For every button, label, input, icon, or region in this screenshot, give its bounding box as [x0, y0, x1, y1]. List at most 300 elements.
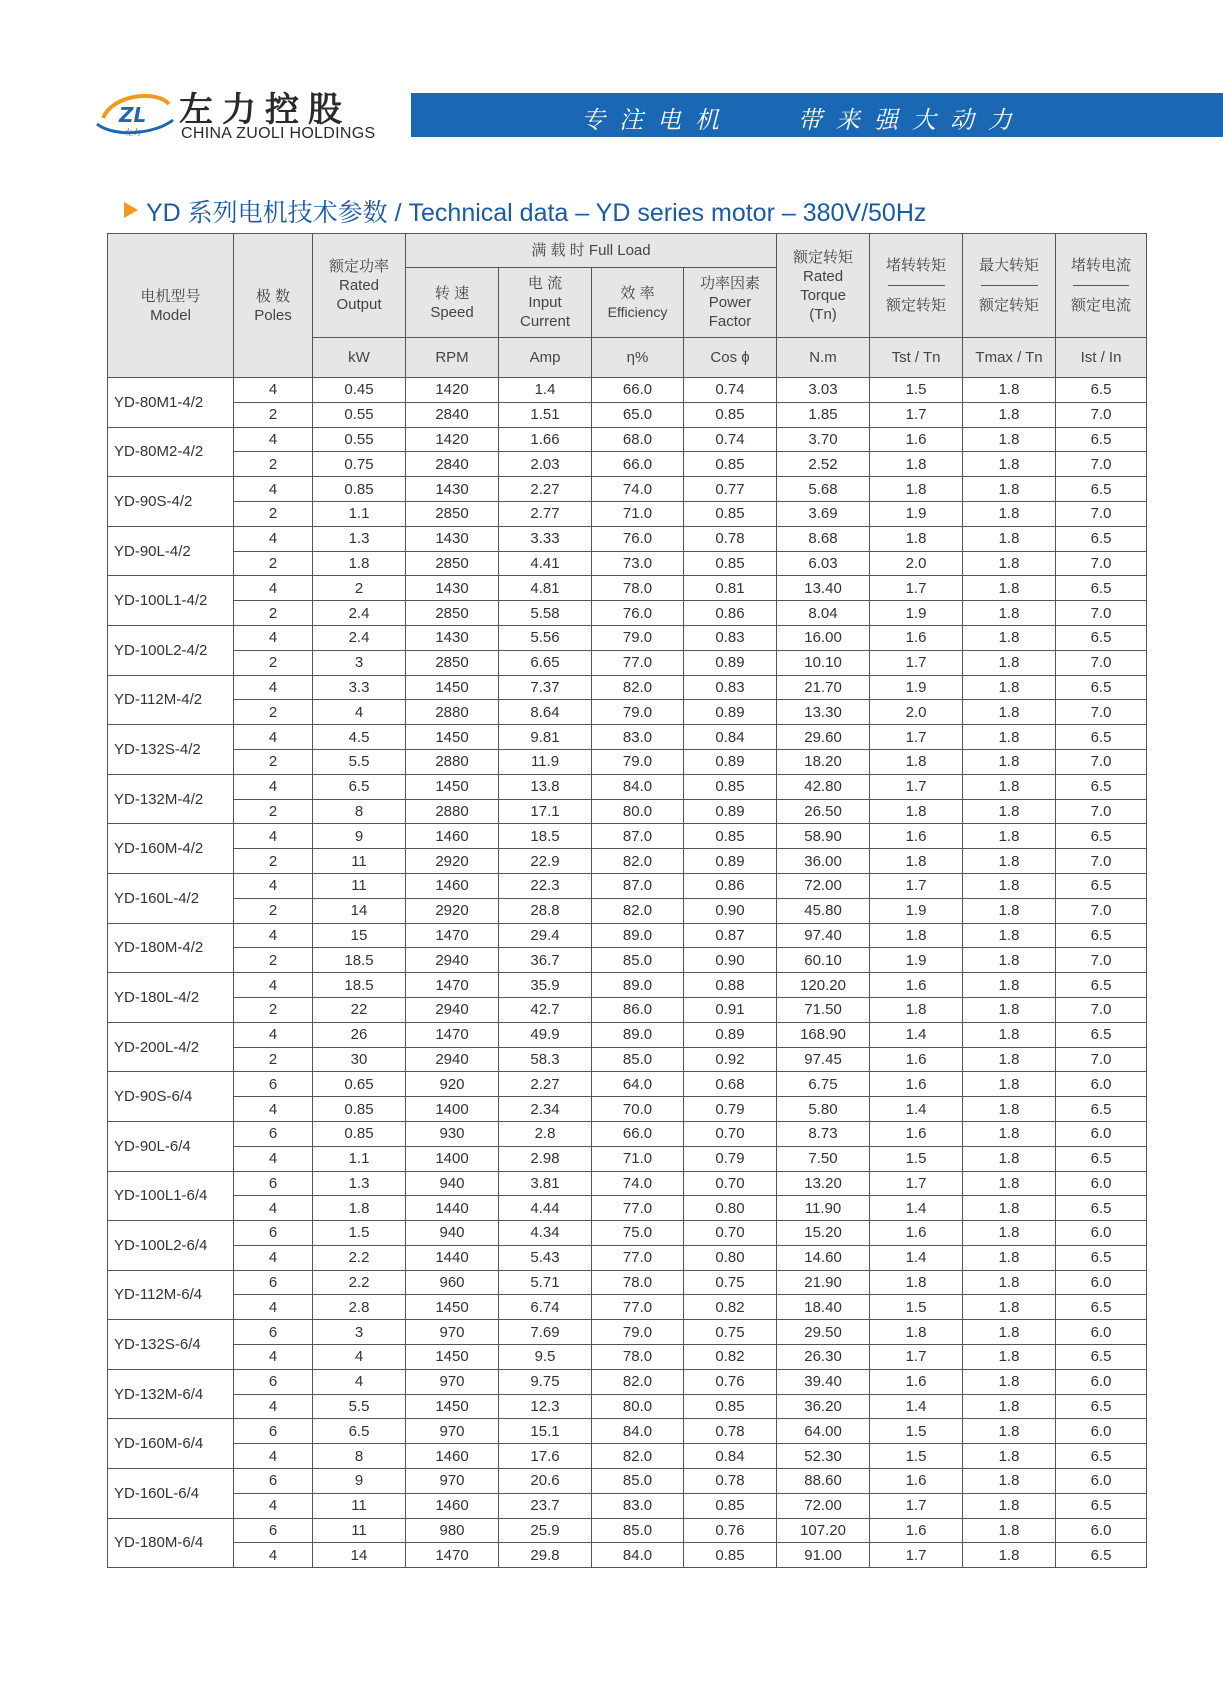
value-cell: 97.40	[777, 923, 870, 948]
value-cell: 5.5	[313, 749, 406, 774]
header-max-torque: 最大转矩 额定转矩	[963, 234, 1056, 338]
value-cell: 4.34	[499, 1221, 592, 1246]
table-row	[108, 997, 1147, 1022]
value-cell: 1.7	[870, 774, 963, 799]
value-cell: 8	[313, 1444, 406, 1469]
model-cell: YD-200L-4/2	[108, 1022, 234, 1072]
value-cell: 2940	[406, 997, 499, 1022]
value-cell: 0.89	[684, 650, 777, 675]
value-cell: 7.0	[1056, 601, 1147, 626]
svg-text:ZL: ZL	[119, 103, 147, 127]
header-locked-current: 堵转电流 额定电流	[1056, 234, 1147, 338]
value-cell: 76.0	[592, 601, 684, 626]
value-cell: 7.0	[1056, 849, 1147, 874]
value-cell: 4	[234, 1146, 313, 1171]
value-cell: 8.68	[777, 526, 870, 551]
header-input-current: 电 流 Input Current	[499, 268, 592, 338]
value-cell: 1.7	[870, 1493, 963, 1518]
value-cell: 0.89	[684, 1022, 777, 1047]
value-cell: 11	[313, 849, 406, 874]
value-cell: 36.7	[499, 948, 592, 973]
value-cell: 0.79	[684, 1146, 777, 1171]
value-cell: 1420	[406, 378, 499, 403]
value-cell: 2.2	[313, 1270, 406, 1295]
value-cell: 0.70	[684, 1221, 777, 1246]
value-cell: 72.00	[777, 1493, 870, 1518]
value-cell: 1.8	[870, 526, 963, 551]
value-cell: 0.79	[684, 1097, 777, 1122]
section-title	[124, 193, 1124, 229]
value-cell: 79.0	[592, 700, 684, 725]
value-cell: 82.0	[592, 1369, 684, 1394]
value-cell: 6.5	[1056, 1493, 1147, 1518]
value-cell: 0.68	[684, 1072, 777, 1097]
value-cell: 6.5	[1056, 824, 1147, 849]
value-cell: 7.0	[1056, 799, 1147, 824]
value-cell: 45.80	[777, 898, 870, 923]
value-cell: 0.85	[684, 1493, 777, 1518]
value-cell: 6.5	[1056, 625, 1147, 650]
value-cell: 77.0	[592, 1196, 684, 1221]
model-cell: YD-160L-4/2	[108, 873, 234, 923]
value-cell: 1.8	[963, 898, 1056, 923]
value-cell: 1.8	[963, 1097, 1056, 1122]
value-cell: 18.5	[499, 824, 592, 849]
value-cell: 5.68	[777, 477, 870, 502]
value-cell: 6.0	[1056, 1072, 1147, 1097]
value-cell: 0.76	[684, 1369, 777, 1394]
value-cell: 0.75	[684, 1320, 777, 1345]
table-row	[108, 1493, 1147, 1518]
model-cell: YD-90S-4/2	[108, 477, 234, 527]
value-cell: 6	[234, 1320, 313, 1345]
value-cell: 9	[313, 1469, 406, 1494]
value-cell: 1400	[406, 1146, 499, 1171]
value-cell: 0.76	[684, 1518, 777, 1543]
value-cell: 2.2	[313, 1245, 406, 1270]
value-cell: 26.50	[777, 799, 870, 824]
value-cell: 82.0	[592, 1444, 684, 1469]
value-cell: 6.5	[1056, 1543, 1147, 1568]
value-cell: 7.0	[1056, 898, 1147, 923]
slogan-banner	[411, 93, 1223, 137]
value-cell: 2920	[406, 849, 499, 874]
table-row	[108, 477, 1147, 502]
value-cell: 4.81	[499, 576, 592, 601]
value-cell: 2850	[406, 650, 499, 675]
value-cell: 6.5	[1056, 873, 1147, 898]
value-cell: 2.8	[313, 1295, 406, 1320]
value-cell: 29.4	[499, 923, 592, 948]
value-cell: 6.5	[1056, 725, 1147, 750]
value-cell: 1430	[406, 477, 499, 502]
value-cell: 2	[234, 799, 313, 824]
value-cell: 0.85	[684, 1543, 777, 1568]
value-cell: 5.56	[499, 625, 592, 650]
model-cell: YD-160L-6/4	[108, 1469, 234, 1519]
table-row	[108, 873, 1147, 898]
table-row	[108, 1146, 1147, 1171]
value-cell: 0.85	[684, 551, 777, 576]
value-cell: 0.84	[684, 725, 777, 750]
value-cell: 6.0	[1056, 1270, 1147, 1295]
value-cell: 1.6	[870, 625, 963, 650]
value-cell: 4	[234, 973, 313, 998]
value-cell: 1460	[406, 824, 499, 849]
value-cell: 0.74	[684, 378, 777, 403]
header-power-factor: 功率因素 Power Factor	[684, 268, 777, 338]
value-cell: 0.83	[684, 675, 777, 700]
value-cell: 4	[234, 1394, 313, 1419]
value-cell: 4	[234, 824, 313, 849]
value-cell: 30	[313, 1047, 406, 1072]
value-cell: 2940	[406, 1047, 499, 1072]
value-cell: 2850	[406, 601, 499, 626]
value-cell: 3.81	[499, 1171, 592, 1196]
value-cell: 4	[234, 1022, 313, 1047]
unit-tst-tn: Tst / Tn	[870, 338, 963, 378]
value-cell: 1.5	[313, 1221, 406, 1246]
value-cell: 2840	[406, 452, 499, 477]
value-cell: 1.5	[870, 378, 963, 403]
value-cell: 1.5	[870, 1146, 963, 1171]
value-cell: 0.85	[684, 402, 777, 427]
value-cell: 0.74	[684, 427, 777, 452]
value-cell: 0.75	[313, 452, 406, 477]
value-cell: 0.89	[684, 799, 777, 824]
value-cell: 1.8	[870, 923, 963, 948]
value-cell: 1.6	[870, 1369, 963, 1394]
value-cell: 1450	[406, 774, 499, 799]
value-cell: 42.80	[777, 774, 870, 799]
header-rated-output: 额定功率 Rated Output	[313, 234, 406, 338]
value-cell: 6.5	[1056, 1097, 1147, 1122]
value-cell: 0.85	[684, 452, 777, 477]
model-cell: YD-90L-6/4	[108, 1121, 234, 1171]
value-cell: 0.85	[313, 1097, 406, 1122]
table-row	[108, 501, 1147, 526]
value-cell: 71.50	[777, 997, 870, 1022]
value-cell: 8.73	[777, 1121, 870, 1146]
value-cell: 7.0	[1056, 749, 1147, 774]
table-row	[108, 1369, 1147, 1394]
model-cell: YD-132S-4/2	[108, 725, 234, 775]
unit-tmax-tn: Tmax / Tn	[963, 338, 1056, 378]
value-cell: 0.89	[684, 700, 777, 725]
value-cell: 0.87	[684, 923, 777, 948]
technical-data-table	[107, 233, 1147, 1568]
value-cell: 28.8	[499, 898, 592, 923]
value-cell: 6.0	[1056, 1419, 1147, 1444]
value-cell: 1.8	[313, 1196, 406, 1221]
value-cell: 2.03	[499, 452, 592, 477]
value-cell: 0.78	[684, 1469, 777, 1494]
value-cell: 940	[406, 1171, 499, 1196]
value-cell: 0.84	[684, 1444, 777, 1469]
value-cell: 4	[234, 576, 313, 601]
value-cell: 4	[234, 675, 313, 700]
value-cell: 7.0	[1056, 700, 1147, 725]
value-cell: 0.82	[684, 1295, 777, 1320]
value-cell: 1.9	[870, 675, 963, 700]
value-cell: 79.0	[592, 749, 684, 774]
table-row	[108, 427, 1147, 452]
value-cell: 25.9	[499, 1518, 592, 1543]
value-cell: 1470	[406, 1543, 499, 1568]
value-cell: 0.91	[684, 997, 777, 1022]
value-cell: 0.85	[684, 1394, 777, 1419]
value-cell: 1.8	[963, 725, 1056, 750]
value-cell: 87.0	[592, 873, 684, 898]
value-cell: 2.98	[499, 1146, 592, 1171]
value-cell: 9	[313, 824, 406, 849]
value-cell: 13.8	[499, 774, 592, 799]
value-cell: 20.6	[499, 1469, 592, 1494]
value-cell: 1.8	[963, 749, 1056, 774]
value-cell: 6.5	[1056, 1345, 1147, 1370]
value-cell: 5.5	[313, 1394, 406, 1419]
value-cell: 2.77	[499, 501, 592, 526]
value-cell: 74.0	[592, 477, 684, 502]
value-cell: 8.04	[777, 601, 870, 626]
model-cell: YD-100L1-4/2	[108, 576, 234, 626]
value-cell: 1.8	[963, 1394, 1056, 1419]
company-logo	[95, 80, 395, 150]
value-cell: 1450	[406, 675, 499, 700]
section-title-text: YD 系列电机技术参数 / Technical data – YD series motor – 380V/50Hz	[146, 199, 927, 227]
value-cell: 2880	[406, 700, 499, 725]
value-cell: 1450	[406, 1394, 499, 1419]
value-cell: 1450	[406, 1345, 499, 1370]
unit-amp: Amp	[499, 338, 592, 378]
value-cell: 1.7	[870, 650, 963, 675]
value-cell: 4	[234, 1245, 313, 1270]
value-cell: 2	[234, 402, 313, 427]
value-cell: 1.8	[963, 1369, 1056, 1394]
model-cell: YD-132M-6/4	[108, 1369, 234, 1419]
unit-cos-phi: Cos ϕ	[684, 338, 777, 378]
value-cell: 2.27	[499, 477, 592, 502]
value-cell: 5.80	[777, 1097, 870, 1122]
value-cell: 1.8	[963, 873, 1056, 898]
value-cell: 1.4	[870, 1097, 963, 1122]
table-row	[108, 774, 1147, 799]
value-cell: 7.0	[1056, 501, 1147, 526]
value-cell: 1.8	[963, 1196, 1056, 1221]
value-cell: 0.55	[313, 402, 406, 427]
value-cell: 1.8	[963, 1146, 1056, 1171]
value-cell: 7.50	[777, 1146, 870, 1171]
value-cell: 1.6	[870, 1469, 963, 1494]
value-cell: 97.45	[777, 1047, 870, 1072]
value-cell: 2850	[406, 551, 499, 576]
value-cell: 6.0	[1056, 1320, 1147, 1345]
value-cell: 29.50	[777, 1320, 870, 1345]
value-cell: 0.85	[313, 477, 406, 502]
value-cell: 2	[234, 849, 313, 874]
table-row	[108, 1221, 1147, 1246]
value-cell: 4	[234, 774, 313, 799]
value-cell: 1.8	[963, 650, 1056, 675]
value-cell: 29.8	[499, 1543, 592, 1568]
model-cell: YD-160M-4/2	[108, 824, 234, 874]
value-cell: 70.0	[592, 1097, 684, 1122]
model-cell: YD-80M1-4/2	[108, 378, 234, 428]
value-cell: 1.5	[870, 1295, 963, 1320]
value-cell: 3.03	[777, 378, 870, 403]
value-cell: 1.51	[499, 402, 592, 427]
value-cell: 78.0	[592, 1345, 684, 1370]
value-cell: 1.7	[870, 402, 963, 427]
value-cell: 77.0	[592, 1245, 684, 1270]
value-cell: 1.8	[963, 1469, 1056, 1494]
value-cell: 4	[234, 1543, 313, 1568]
value-cell: 2	[234, 650, 313, 675]
value-cell: 85.0	[592, 1047, 684, 1072]
value-cell: 0.45	[313, 378, 406, 403]
value-cell: 1.8	[963, 477, 1056, 502]
value-cell: 6.5	[1056, 526, 1147, 551]
value-cell: 4.5	[313, 725, 406, 750]
value-cell: 1.8	[870, 997, 963, 1022]
value-cell: 6.5	[1056, 427, 1147, 452]
value-cell: 1.4	[870, 1022, 963, 1047]
value-cell: 85.0	[592, 1469, 684, 1494]
value-cell: 3.69	[777, 501, 870, 526]
value-cell: 2850	[406, 501, 499, 526]
value-cell: 6	[234, 1171, 313, 1196]
value-cell: 68.0	[592, 427, 684, 452]
value-cell: 6.75	[777, 1072, 870, 1097]
value-cell: 7.0	[1056, 650, 1147, 675]
table-row	[108, 402, 1147, 427]
value-cell: 1.8	[963, 1245, 1056, 1270]
table-row	[108, 452, 1147, 477]
table-row	[108, 1245, 1147, 1270]
value-cell: 75.0	[592, 1221, 684, 1246]
value-cell: 1.8	[870, 1320, 963, 1345]
table-row	[108, 1345, 1147, 1370]
value-cell: 0.85	[684, 824, 777, 849]
value-cell: 84.0	[592, 1419, 684, 1444]
table-row	[108, 973, 1147, 998]
value-cell: 1.8	[963, 700, 1056, 725]
value-cell: 22	[313, 997, 406, 1022]
value-cell: 84.0	[592, 1543, 684, 1568]
table-row	[108, 1295, 1147, 1320]
value-cell: 76.0	[592, 526, 684, 551]
value-cell: 88.60	[777, 1469, 870, 1494]
value-cell: 7.0	[1056, 1047, 1147, 1072]
model-cell: YD-180M-6/4	[108, 1518, 234, 1568]
value-cell: 0.81	[684, 576, 777, 601]
value-cell: 1.8	[963, 799, 1056, 824]
zuoli-logo-icon	[95, 88, 175, 140]
value-cell: 2	[234, 700, 313, 725]
value-cell: 0.80	[684, 1196, 777, 1221]
value-cell: 1.4	[499, 378, 592, 403]
value-cell: 2	[234, 501, 313, 526]
slogan-text: 专注电机 带来强大动力	[581, 106, 1026, 134]
table-row	[108, 824, 1147, 849]
value-cell: 4	[234, 1097, 313, 1122]
value-cell: 0.88	[684, 973, 777, 998]
value-cell: 1.8	[963, 526, 1056, 551]
value-cell: 6.5	[313, 774, 406, 799]
table-row	[108, 1419, 1147, 1444]
value-cell: 4	[234, 1493, 313, 1518]
value-cell: 14	[313, 898, 406, 923]
value-cell: 36.20	[777, 1394, 870, 1419]
value-cell: 120.20	[777, 973, 870, 998]
value-cell: 1.8	[963, 601, 1056, 626]
value-cell: 66.0	[592, 1121, 684, 1146]
value-cell: 0.75	[684, 1270, 777, 1295]
value-cell: 1440	[406, 1245, 499, 1270]
value-cell: 7.0	[1056, 948, 1147, 973]
value-cell: 1.9	[870, 898, 963, 923]
value-cell: 3	[313, 1320, 406, 1345]
value-cell: 1470	[406, 973, 499, 998]
table-row	[108, 1171, 1147, 1196]
value-cell: 4	[234, 1196, 313, 1221]
value-cell: 83.0	[592, 1493, 684, 1518]
value-cell: 71.0	[592, 1146, 684, 1171]
value-cell: 15	[313, 923, 406, 948]
value-cell: 6.0	[1056, 1469, 1147, 1494]
value-cell: 73.0	[592, 551, 684, 576]
value-cell: 2880	[406, 799, 499, 824]
value-cell: 1.8	[963, 1270, 1056, 1295]
value-cell: 970	[406, 1320, 499, 1345]
value-cell: 0.82	[684, 1345, 777, 1370]
header-speed: 转 速 Speed	[406, 268, 499, 338]
value-cell: 1.6	[870, 1518, 963, 1543]
value-cell: 18.20	[777, 749, 870, 774]
model-cell: YD-180L-4/2	[108, 973, 234, 1023]
value-cell: 6.5	[1056, 774, 1147, 799]
value-cell: 0.70	[684, 1121, 777, 1146]
value-cell: 35.9	[499, 973, 592, 998]
value-cell: 0.78	[684, 1419, 777, 1444]
value-cell: 4	[234, 923, 313, 948]
value-cell: 6	[234, 1419, 313, 1444]
value-cell: 10.10	[777, 650, 870, 675]
table-row	[108, 1047, 1147, 1072]
value-cell: 6.0	[1056, 1369, 1147, 1394]
value-cell: 79.0	[592, 1320, 684, 1345]
value-cell: 78.0	[592, 1270, 684, 1295]
value-cell: 74.0	[592, 1171, 684, 1196]
table-row	[108, 1394, 1147, 1419]
table-row	[108, 1320, 1147, 1345]
header-model: 电机型号 Model	[108, 234, 234, 378]
value-cell: 1.8	[963, 1171, 1056, 1196]
company-name-en: CHINA ZUOLI HOLDINGS	[181, 125, 376, 142]
value-cell: 1.6	[870, 973, 963, 998]
value-cell: 1.8	[963, 501, 1056, 526]
table-row	[108, 923, 1147, 948]
value-cell: 1.8	[963, 1419, 1056, 1444]
value-cell: 6.5	[1056, 1444, 1147, 1469]
value-cell: 1.3	[313, 526, 406, 551]
value-cell: 2	[234, 601, 313, 626]
value-cell: 1.8	[963, 1444, 1056, 1469]
value-cell: 1.7	[870, 1171, 963, 1196]
value-cell: 1400	[406, 1097, 499, 1122]
value-cell: 8.64	[499, 700, 592, 725]
value-cell: 2.8	[499, 1121, 592, 1146]
